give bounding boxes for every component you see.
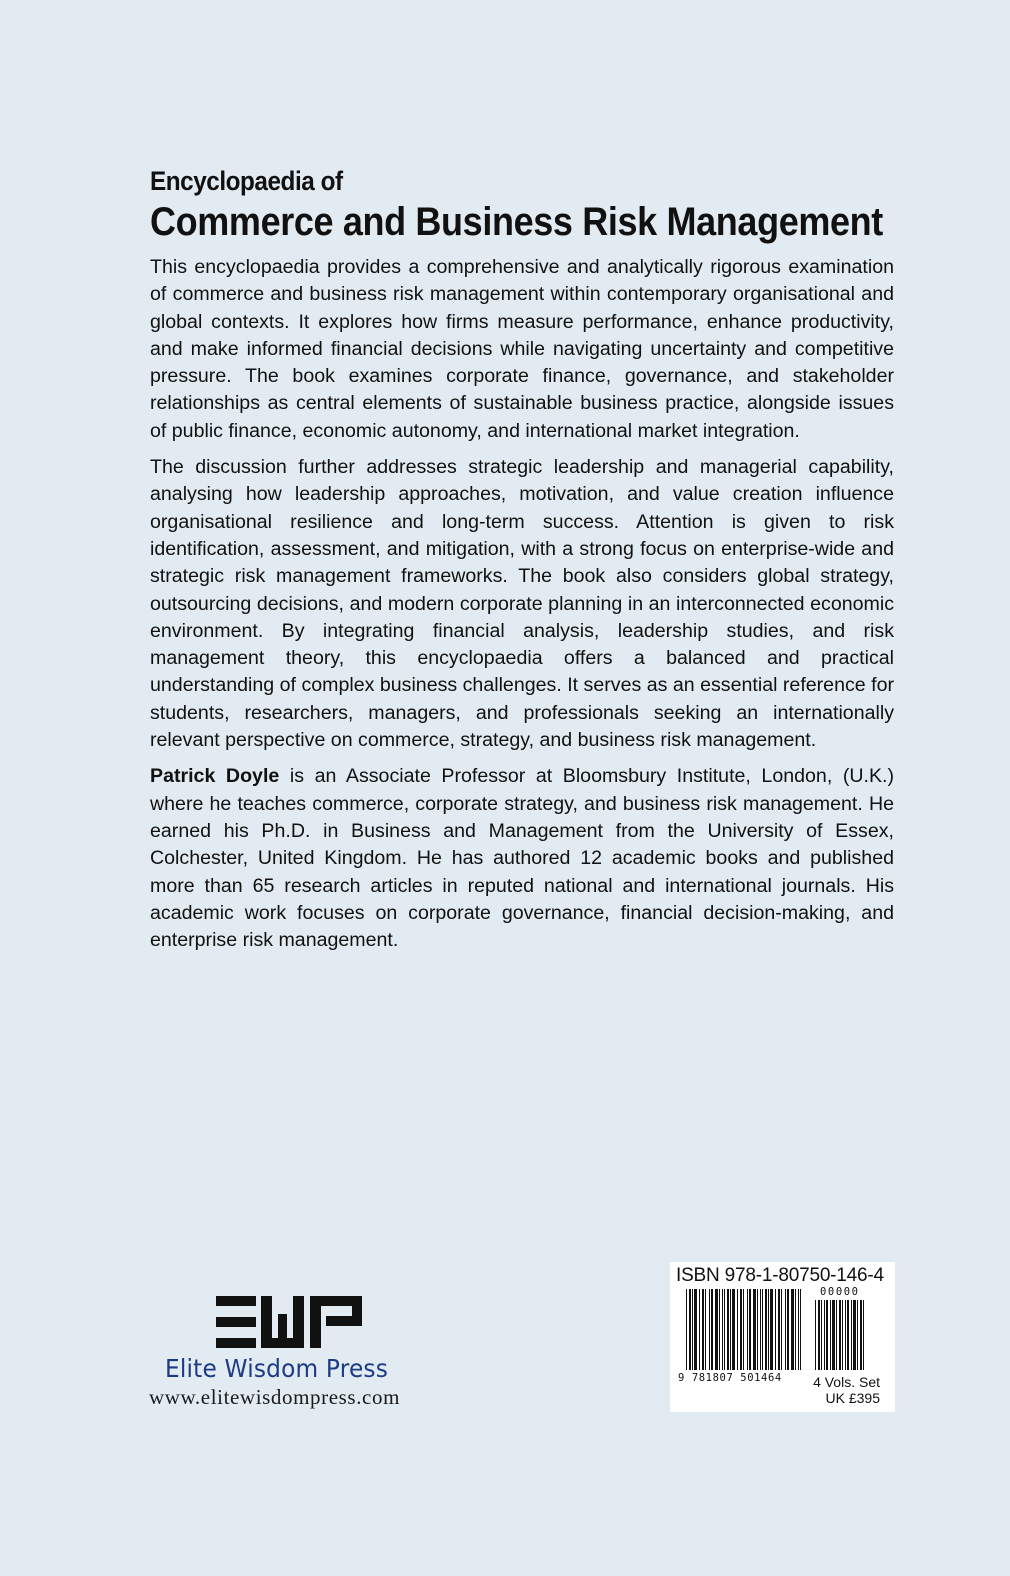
isbn-label: ISBN 978-1-80750-146-4 — [676, 1265, 884, 1286]
publisher-name: Elite Wisdom Press — [165, 1354, 389, 1383]
publisher-url: www.elitewisdompress.com — [149, 1385, 400, 1409]
set-price-label — [813, 1374, 880, 1406]
price: UK £395 — [825, 1390, 880, 1406]
isbn-barcode-block — [670, 1262, 895, 1412]
publisher-block — [148, 1296, 438, 1410]
barcode-digits: 9 781807 501464 — [678, 1372, 782, 1384]
description-paragraph-1: This encyclopaedia provides a comprehensive and analytically rigorous examination of commerce and business risk management within contemporary organisational and global contexts. It explores how firms measure performance, enhance productivity, and make informed financial decisions while navigating uncertainty and competitive pressure. The book examines corporate finance, governance, and stakeholder relationships as central elements of sustainable business practice, alongside issues of public finance, economic autonomy, and international market integration. — [150, 256, 894, 442]
book-title-prefix: Encyclopaedia of — [150, 166, 343, 196]
author-bio — [150, 763, 894, 954]
book-title-main: Commerce and Business Risk Management — [150, 200, 883, 244]
set-info: 4 Vols. Set — [813, 1374, 880, 1390]
author-name: Patrick Doyle — [150, 765, 280, 788]
barcode-addon-digits: 00000 — [820, 1286, 860, 1298]
description-paragraph-2: The discussion further addresses strategic leadership and managerial capability, analysing how leadership approaches, motivation, and value creation influence organisational resilience and long-term success. Attention is given to risk identification, assessment, and mitigation, with a strong focus on enterprise-wide and strategic risk management frameworks. The book also considers global strategy, outsourcing decisions, and modern corporate planning in an interconnected economic environment. By integrating financial analysis, leadership studies, and risk management theory, this encyclopaedia offers a balanced and practical understanding of complex business challenges. It serves as an essential reference for students, researchers, managers, and professionals seeking an internationally relevant perspective on commerce, strategy, and business risk management. — [150, 456, 894, 752]
author-bio-text: is an Associate Professor at Bloomsbury Institute, London, (U.K.) where he teaches commerce, corporate strategy, and business risk management. He earned his Ph.D. in Business and Management from the University of Essex, Colchester, United Kingdom. He has authored 12 academic books and published more than 65 research articles in reputed national and international journals. His academic work focuses on corporate governance, financial decision-making, and enterprise risk management. — [150, 765, 894, 952]
cover-text-block — [150, 164, 894, 963]
ewp-logo — [216, 1296, 364, 1348]
